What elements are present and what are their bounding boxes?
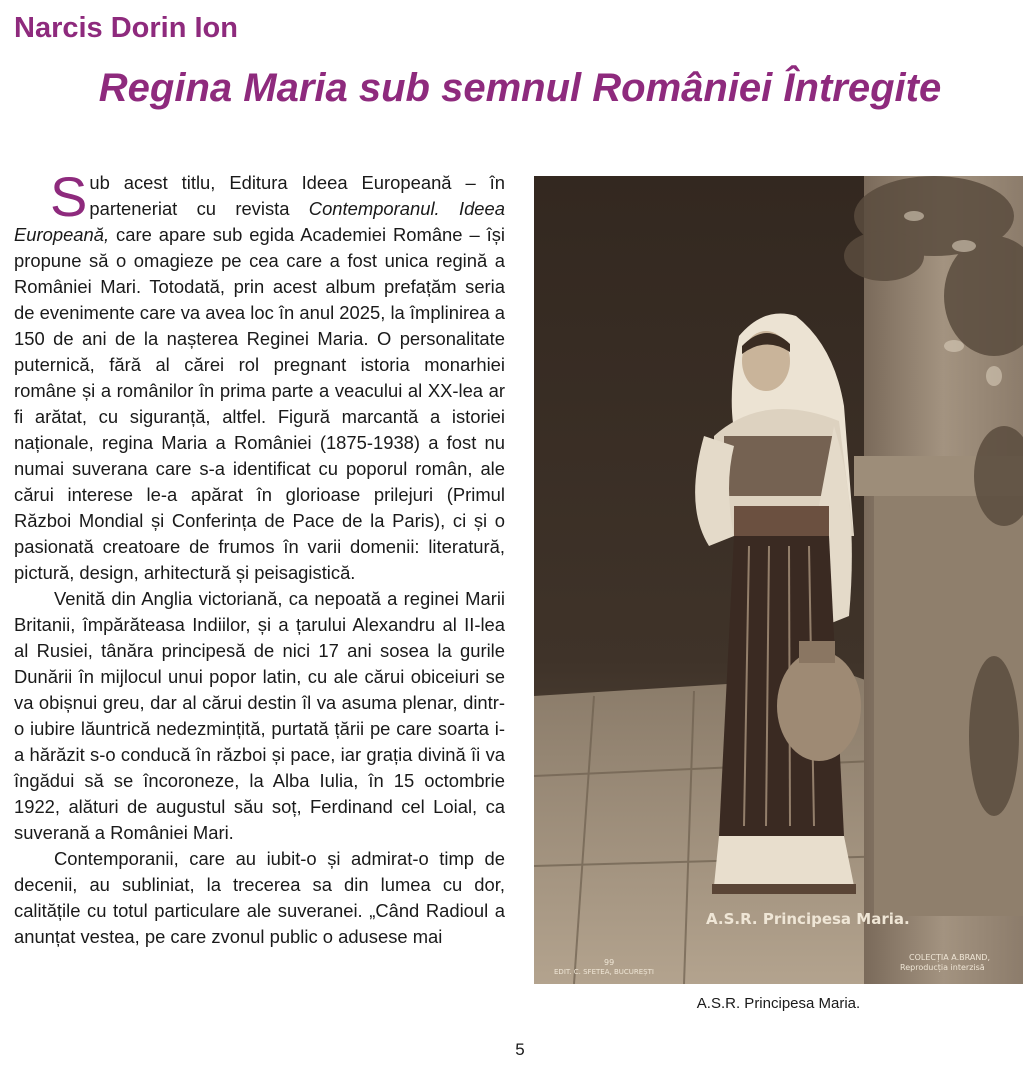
plate-number: 99: [604, 958, 615, 967]
paragraph-1-text-a: ub acest titlu, Editura Ideea Europeană – în parteneriat cu revista: [89, 172, 505, 219]
author-name: Narcis Dorin Ion: [14, 12, 238, 44]
collection-credit: COLECȚIA A.BRAND,: [909, 953, 990, 962]
sepia-photograph: [534, 176, 1023, 984]
paragraph-3: Contemporanii, care au iubit-o și admirat-o timp de decenii, au subliniat, la trecerea sa din lumea cu dor, calitățile cu totul particulare ale suveranei. „Când Radioul a anunțat vestea, pe care zvonul public o adusese mai: [14, 848, 505, 947]
reproduction-note: Reproducția interzisă: [900, 963, 985, 972]
paragraph-1-text-b: care apare sub egida Academiei Române – își propune să o omagieze pe cea care a fost unica regină a României Mari. Totodată, prin acest album prefațăm seria de evenimente care va avea loc în anul 2025, la împlinirea a 150 de ani de la nașterea Reginei Maria. O personalitate puternică, fără al cărei rol pregnant istoria monarhiei române și a românilor în prima parte a veacului al XX-lea ar fi arătat, cu siguranță, altfel. Figură marcantă a istoriei naționale, regina Maria a României (1875-1938) a fost nu numai suverana care s-a identificat cu poporul român, ale cărui interese le-a apărat în glorioase prilejuri (Primul Război Mondial și Conferința de Pace de la Paris), ci și o pasionată creatoare de frumos în varii domenii: literatură, pictură, design, arhitectură și peisagistică.: [14, 224, 505, 583]
paragraph-2: Venită din Anglia victoriană, ca nepoată a reginei Marii Britanii, împărăteasa Indiilor, și a țarului Alexandru al II-lea al Rusiei, tânăra principesă de nici 17 ani sosea la gurile Dunării în mijlocul unui popor latin, cu ale cărui obiceiuri se va obișnui greu, dar al cărui destin îl va asuma plenar, dintr-o iubire lăuntrică nedezmințită, purtată țării pe care soarta i-a hărăzit s-o conducă în război și pace, iar grația divină îi va îngădui să se încoroneze, la Alba Iulia, în 15 octombrie 1922, alături de augustul său soț, Ferdinand cel Loial, ca suverană a României Mari.: [14, 588, 505, 843]
photo-inscription: A.S.R. Principesa Maria.: [706, 910, 910, 928]
drop-cap: S: [50, 165, 88, 228]
article-body: [14, 165, 505, 950]
paragraph-1: [14, 165, 505, 586]
journal-name: Contemporanul. Ideea Europeană,: [14, 198, 505, 245]
publisher-credit: EDIT. C. SFETEA, BUCUREȘTI: [554, 968, 654, 976]
article-title: Regina Maria sub semnul României Întregite: [98, 66, 942, 110]
photo-queen-marie: [534, 176, 1023, 984]
photo-caption: A.S.R. Principesa Maria.: [696, 995, 861, 1012]
page-number: 5: [515, 1040, 525, 1059]
